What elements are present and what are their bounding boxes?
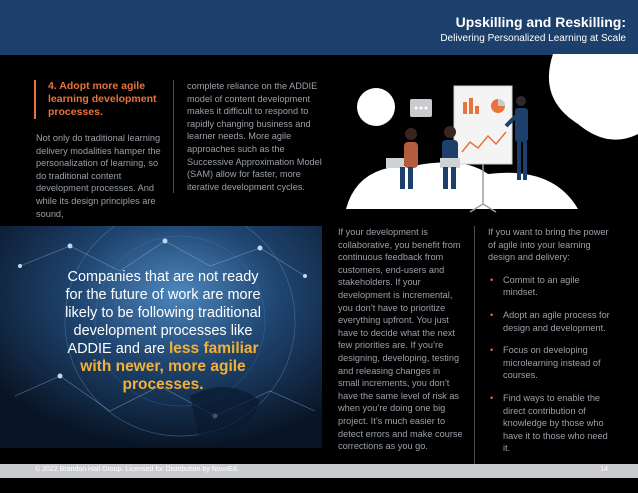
column-4 bbox=[474, 226, 614, 465]
quote-text: Companies that are not ready for the future of work are more likely to be following traditional development processes like ADDIE and are bbox=[65, 269, 261, 357]
list-item: • Focus on developing microlearning instead of courses. bbox=[490, 345, 601, 381]
page-header bbox=[0, 0, 638, 55]
column-1 bbox=[36, 80, 168, 220]
header-subtitle: Delivering Personalized Learning at Scale bbox=[440, 33, 626, 44]
column-4-intro: If you want to bring the power of agile into your learning design and delivery: bbox=[488, 227, 609, 263]
bullet-icon: • bbox=[490, 392, 494, 403]
column-3 bbox=[338, 226, 463, 453]
header-title: Upskilling and Reskilling: bbox=[455, 14, 626, 30]
list-item: • Find ways to enable the direct contribution of knowledge by those who have it to those who need it. bbox=[490, 392, 608, 454]
footer-license: © 2022 Brandon Hall Group. Licensed for Distribution by NovoEd. bbox=[35, 466, 239, 473]
column-2-text: complete reliance on the ADDIE model of content development makes it difficult to respond to rapidly changing business and learner needs. More agile approaches such as the Successive Approximation Model (SAM) allow for faster, more iterative development cycles. bbox=[187, 81, 322, 192]
presentation-illustration bbox=[338, 54, 638, 214]
page-footer bbox=[0, 464, 638, 478]
bullet-icon: • bbox=[490, 274, 494, 285]
column-2 bbox=[173, 80, 327, 193]
bullet-icon: • bbox=[490, 309, 494, 320]
column-3-text: If your development is collaborative, you benefit from continuous feedback from customers, end-users and stakeholders. If your development is incremental, you don’t have to prioritize everything upfront. You just have to decide what the next few priorities are. If you’re designing, developing, testing and releasing changes in small increments, you don’t have the same level of risk as when you’re doing one big project. It’s much easier to detect errors and make course corrections as you go. bbox=[338, 227, 463, 452]
quote-highlight: less familiar with newer, more agile processes. bbox=[80, 340, 259, 393]
column-1-text: Not only do traditional learning delivery modalities hamper the personalization of learning, so do traditional content development processes. And while its design principles are sound, bbox=[36, 133, 161, 219]
bullet-list bbox=[488, 274, 614, 455]
bullet-icon: • bbox=[490, 345, 494, 356]
list-item: • Commit to an agile mindset. bbox=[490, 274, 580, 298]
page-number: 14 bbox=[600, 466, 608, 473]
section-heading: 4. Adopt more agile learning development processes. bbox=[34, 80, 168, 119]
pull-quote bbox=[58, 268, 268, 394]
list-item: • Adopt an agile process for design and development. bbox=[490, 309, 610, 333]
